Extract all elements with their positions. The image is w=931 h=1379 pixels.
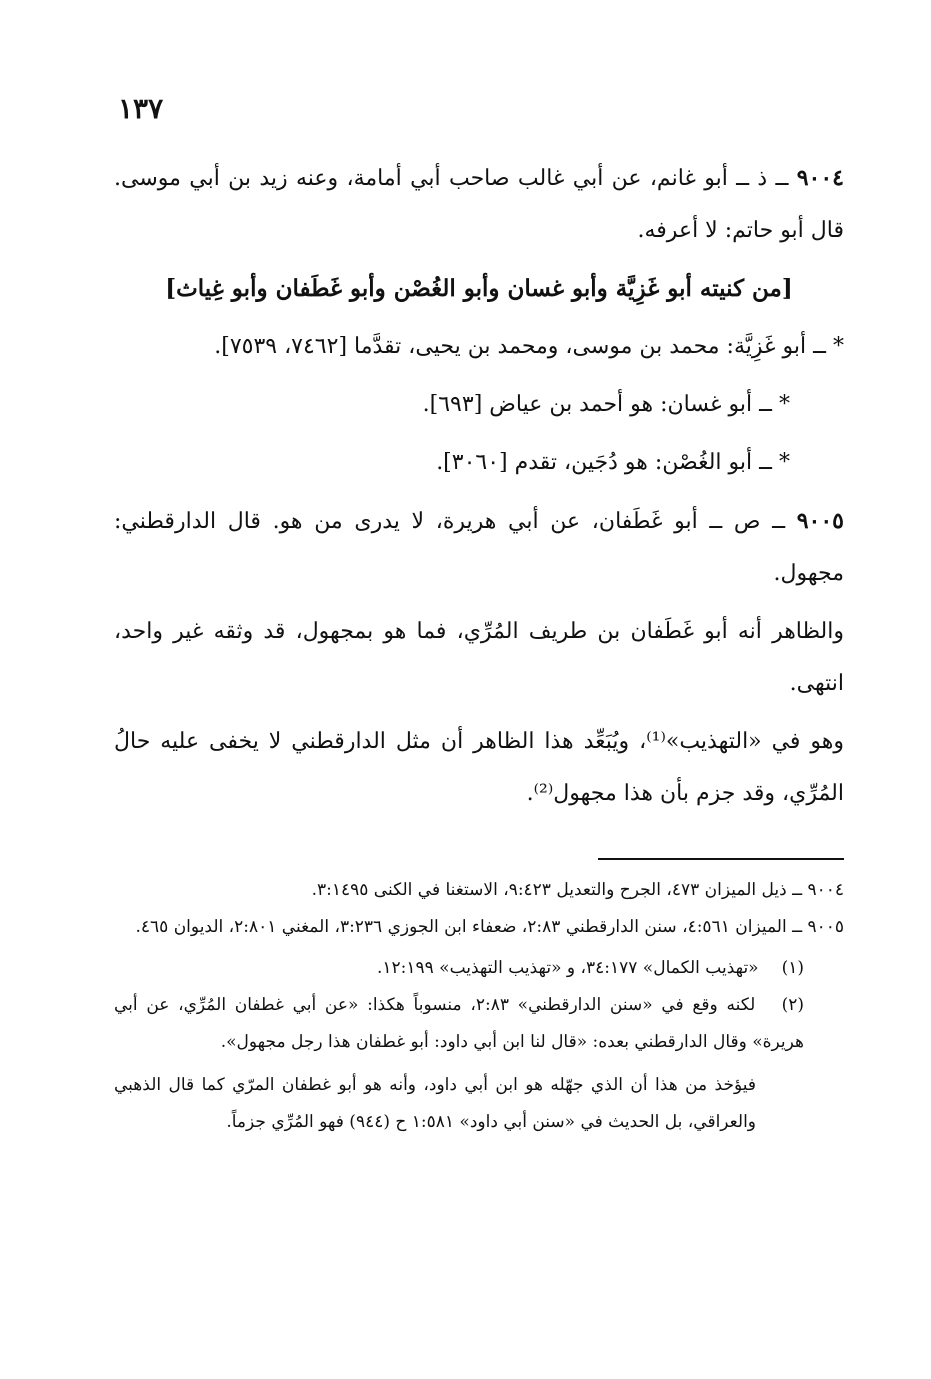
cross-reference: * ــ أبو غسان: هو أحمد بن عياض [٦٩٣].	[422, 392, 790, 417]
footnote-separator	[598, 858, 844, 860]
main-text	[114, 152, 844, 820]
footnotes	[114, 872, 844, 1141]
cross-reference: * ــ أبو غَزِيَّة: محمد بن موسى، ومحمد بن يحيى، تقدَّما [٧٤٦٢، ٧٥٣٩].	[214, 334, 844, 359]
footnote-marker: (١)	[781, 958, 804, 978]
source-note-9004: ٩٠٠٤ ــ ذيل الميزان ٤٧٣، الجرح والتعديل ٩:٤٢٣، الاستغنا في الكنى ٣:١٤٩٥.	[311, 880, 844, 900]
entry-text: ــ ذ ــ أبو غانم، عن أبي غالب صاحب أبي أمامة، وعنه زيد بن أبي موسى. قال أبو حاتم: لا أعرفه.	[114, 166, 844, 243]
footnote-marker: (٢)	[781, 995, 804, 1015]
section-heading: [من كنيته أبو غَزِيَّة وأبو غسان وأبو الغُصْن وأبو غَطَفان وأبو غِياث]	[165, 275, 793, 302]
footnote-2	[114, 987, 844, 1061]
page-number: ١٣٧	[118, 92, 164, 125]
source-note-9005: ٩٠٠٥ ــ الميزان ٤:٥٦١، سنن الدارقطني ٢:٨٣، ضعفاء ابن الجوزي ٣:٢٣٦، المغني ٢:٨٠١، الديوان ٤٦٥.	[135, 917, 844, 937]
entry-number: ٩٠٠٤	[796, 165, 844, 191]
entry-text: ــ ص ــ أبو غَطَفان، عن أبي هريرة، لا يدرى من هو. قال الدارقطني: مجهول.	[114, 509, 844, 586]
footnote-text: «تهذيب الكمال» ٣٤:١٧٧، و «تهذيب التهذيب» ١٢:١٩٩.	[376, 958, 759, 978]
commentary-paragraph: وهو في «التهذيب»⁽¹⁾، ويُبَعِّد هذا الظاهر أن مثل الدارقطني لا يخفى عليه حالُ المُرِّي، وقد جزم بأن هذا مجهول⁽²⁾.	[114, 729, 844, 806]
entry-number: ٩٠٠٥	[796, 508, 844, 534]
footnote-text: لكنه وقع في «سنن الدارقطني» ٢:٨٣، منسوباً هكذا: «عن أبي غطفان المُرِّي، عن أبي هريرة» وقال الدارقطني بعده: «قال لنا ابن أبي داود: أبو غطفان هذا رجل مجهول».	[114, 995, 804, 1052]
footnote-2-continuation: فيؤخذ من هذا أن الذي جهّله هو ابن أبي داود، وأنه هو أبو غطفان المرّي كما قال الذهبي والعراقي، بل الحديث في «سنن أبي داود» ١:٥٨١ ح (٩٤٤) فهو المُرِّي جزماً.	[114, 1075, 756, 1132]
commentary-paragraph: والظاهر أنه أبو غَطَفان بن طريف المُرِّي، فما هو بمجهول، قد وثقه غير واحد، انتهى.	[114, 619, 844, 696]
entry-9005	[114, 495, 844, 600]
cross-reference: * ــ أبو الغُصْن: هو دُجَين، تقدم [٣٠٦٠].	[436, 450, 790, 475]
entry-9004	[114, 152, 844, 257]
footnote-1	[114, 950, 844, 987]
